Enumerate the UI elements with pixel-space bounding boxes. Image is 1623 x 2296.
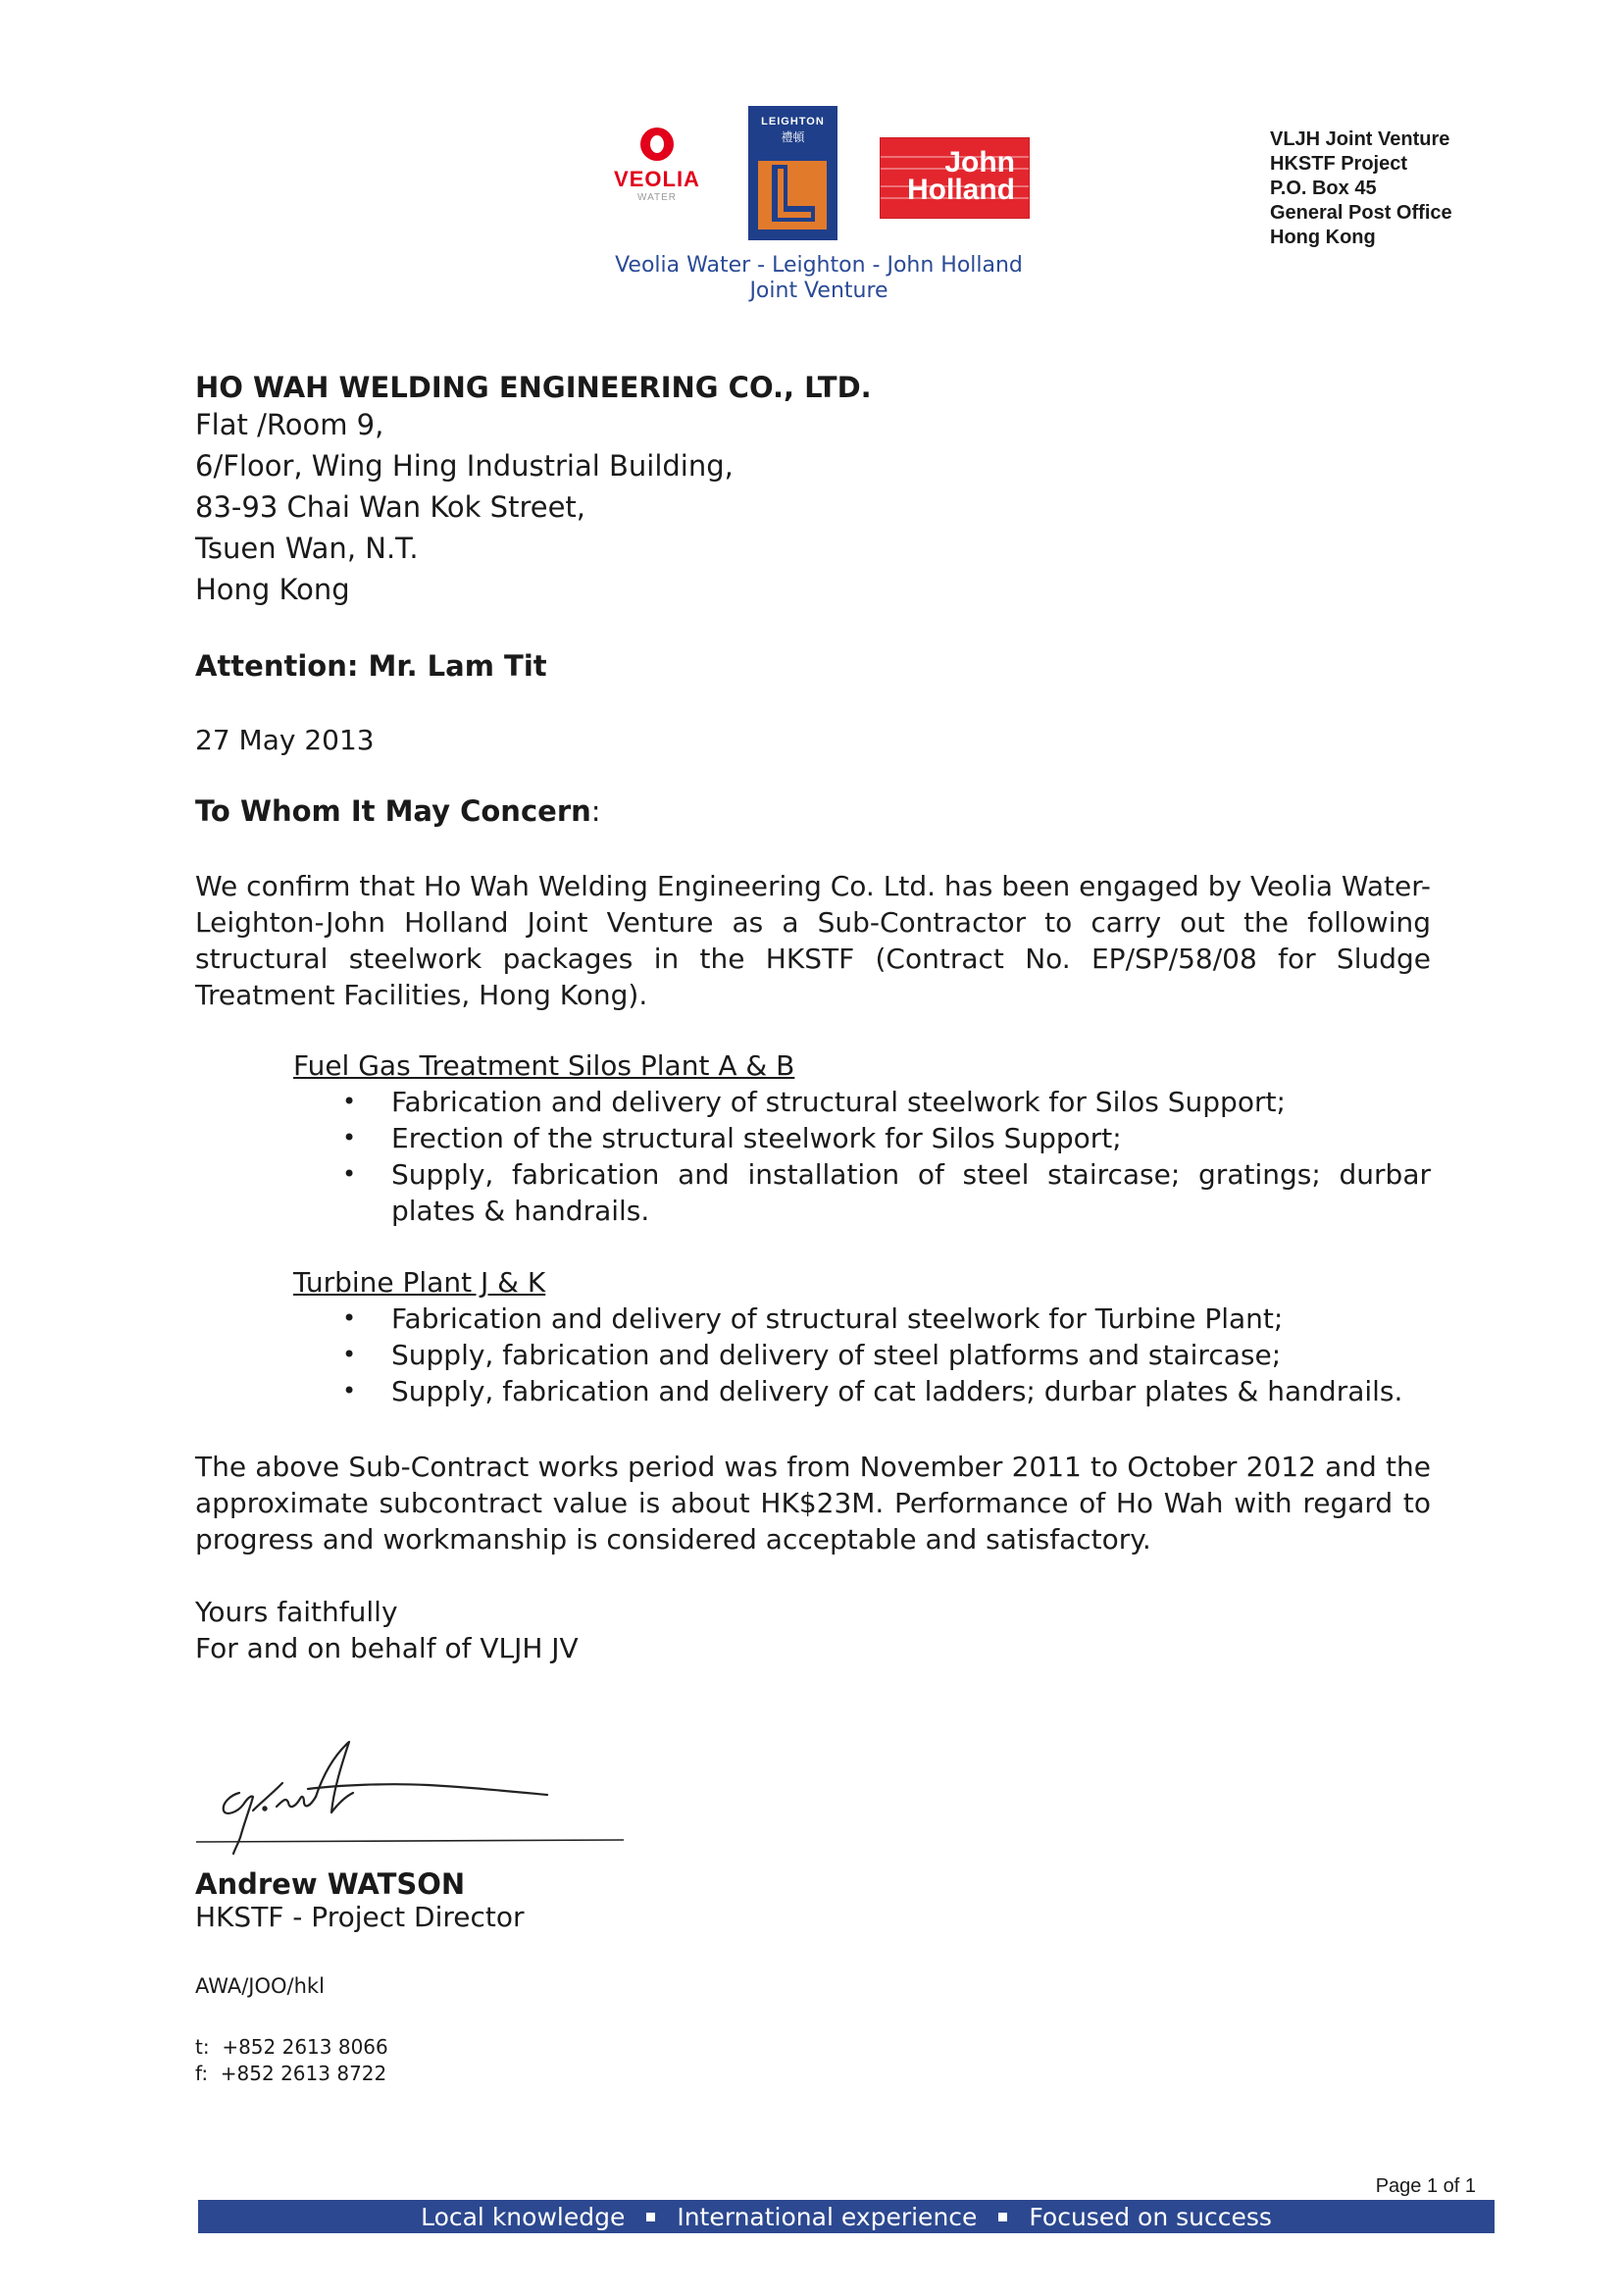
leighton-l-icon xyxy=(758,161,827,230)
recipient-address-line: Flat /Room 9, xyxy=(195,408,384,441)
package-fuel-gas-treatment xyxy=(293,1047,1431,1229)
bullet-icon: • xyxy=(342,1304,357,1332)
recipient-company: HO WAH WELDING ENGINEERING CO., LTD. xyxy=(195,371,872,404)
recipient-address-block xyxy=(195,371,1078,610)
footer-tagline-1: Local knowledge xyxy=(421,2202,626,2231)
salutation-text: To Whom It May Concern xyxy=(195,794,591,828)
list-item-text: Fabrication and delivery of structural steelwork for Silos Support; xyxy=(391,1086,1286,1118)
veolia-logo xyxy=(598,128,716,203)
list-item xyxy=(342,1156,1431,1229)
list-item-text: Erection of the structural steelwork for Silos Support; xyxy=(391,1122,1122,1154)
sender-line-4: General Post Office xyxy=(1270,202,1452,224)
list-item xyxy=(342,1084,1431,1120)
signer-block xyxy=(195,1868,524,1933)
signer-name: Andrew WATSON xyxy=(195,1867,466,1901)
telephone-label: t: xyxy=(195,2035,210,2059)
sign-off-line1: Yours faithfully xyxy=(195,1596,398,1628)
veolia-wordmark: VEOLIA xyxy=(614,167,700,191)
telephone-number: +852 2613 8066 xyxy=(222,2035,388,2059)
package-title: Fuel Gas Treatment Silos Plant A & B xyxy=(293,1049,795,1082)
recipient-address-line: Hong Kong xyxy=(195,573,350,606)
john-holland-line1: John xyxy=(944,146,1015,179)
footer-tagline-2: International experience xyxy=(677,2202,978,2231)
jv-caption-line2: Joint Venture xyxy=(749,279,888,303)
package-items-list xyxy=(293,1301,1431,1409)
handwritten-signature xyxy=(192,1726,653,1873)
sender-line-1: VLJH Joint Venture xyxy=(1270,128,1450,150)
sender-line-5: Hong Kong xyxy=(1270,227,1376,248)
recipient-address-line: 83-93 Chai Wan Kok Street, xyxy=(195,490,586,524)
list-item-text: Supply, fabrication and delivery of steel platforms and staircase; xyxy=(391,1339,1282,1371)
intro-paragraph: We confirm that Ho Wah Welding Engineering Co. Ltd. has been engaged by Veolia Water-Leighton-John Holland Joint Venture as a Sub-Contractor to carry out the following structural steelwork packages in the HKSTF (Contract No. EP/SP/58/08 for Sludge Treatment Facilities, Hong Kong). xyxy=(195,870,1432,1011)
telephone-line xyxy=(195,2034,388,2061)
square-bullet-icon xyxy=(646,2213,655,2221)
page-number: Page 1 of 1 xyxy=(1375,2175,1476,2197)
sender-address-block xyxy=(1270,128,1603,250)
fax-number: +852 2613 8722 xyxy=(220,2062,387,2085)
veolia-emblem-icon xyxy=(640,128,674,161)
leighton-chinese-name: 禮頓 xyxy=(781,130,805,144)
recipient-address-line: Tsuen Wan, N.T. xyxy=(195,532,419,565)
list-item xyxy=(342,1337,1431,1373)
leighton-wordmark: LEIGHTON xyxy=(761,116,825,128)
list-item xyxy=(342,1373,1431,1409)
fax-line xyxy=(195,2061,388,2087)
list-item-text: Fabrication and delivery of structural steelwork for Turbine Plant; xyxy=(391,1302,1284,1335)
package-title: Turbine Plant J & K xyxy=(293,1266,546,1299)
signer-title: HKSTF - Project Director xyxy=(195,1901,525,1933)
bullet-icon: • xyxy=(342,1124,357,1151)
bullet-icon: • xyxy=(342,1377,357,1404)
fax-label: f: xyxy=(195,2062,209,2085)
sign-off xyxy=(195,1594,579,1666)
package-turbine-plant xyxy=(293,1264,1431,1409)
letter-date: 27 May 2013 xyxy=(195,724,375,756)
footer-tagline-bar xyxy=(198,2200,1495,2233)
salutation xyxy=(195,794,601,828)
square-bullet-icon xyxy=(998,2213,1007,2221)
reference-code: AWA/JOO/hkl xyxy=(195,1974,325,1998)
attention-line: Attention: Mr. Lam Tit xyxy=(195,649,547,683)
list-item-text: Supply, fabrication and installation of steel staircase; gratings; durbar plates & handrails. xyxy=(391,1158,1431,1227)
joint-venture-caption xyxy=(549,253,1089,304)
bullet-icon: • xyxy=(342,1341,357,1368)
john-holland-line2: Holland xyxy=(907,174,1015,206)
closing-paragraph: The above Sub-Contract works period was from November 2011 to October 2012 and the approximate subcontract value is about HK$23M. Performance of Ho Wah with regard to progress and workmanship is considered acceptable and satisfactory. xyxy=(195,1451,1431,1556)
sign-off-line2: For and on behalf of VLJH JV xyxy=(195,1632,579,1664)
veolia-subtitle: WATER xyxy=(637,192,677,203)
bullet-icon: • xyxy=(342,1088,357,1115)
list-item xyxy=(342,1120,1431,1156)
contact-block xyxy=(195,2034,388,2087)
package-items-list xyxy=(293,1084,1431,1229)
recipient-address-line: 6/Floor, Wing Hing Industrial Building, xyxy=(195,449,734,483)
footer-tagline-3: Focused on success xyxy=(1029,2202,1272,2231)
list-item-text: Supply, fabrication and delivery of cat ladders; durbar plates & handrails. xyxy=(391,1375,1403,1407)
list-item xyxy=(342,1301,1431,1337)
john-holland-logo xyxy=(880,137,1030,219)
salutation-colon: : xyxy=(590,794,601,828)
bullet-icon: • xyxy=(342,1160,357,1188)
jv-caption-line1: Veolia Water - Leighton - John Holland xyxy=(615,253,1023,278)
sender-line-3: P.O. Box 45 xyxy=(1270,178,1377,199)
leighton-logo xyxy=(748,106,837,240)
sender-line-2: HKSTF Project xyxy=(1270,153,1408,175)
